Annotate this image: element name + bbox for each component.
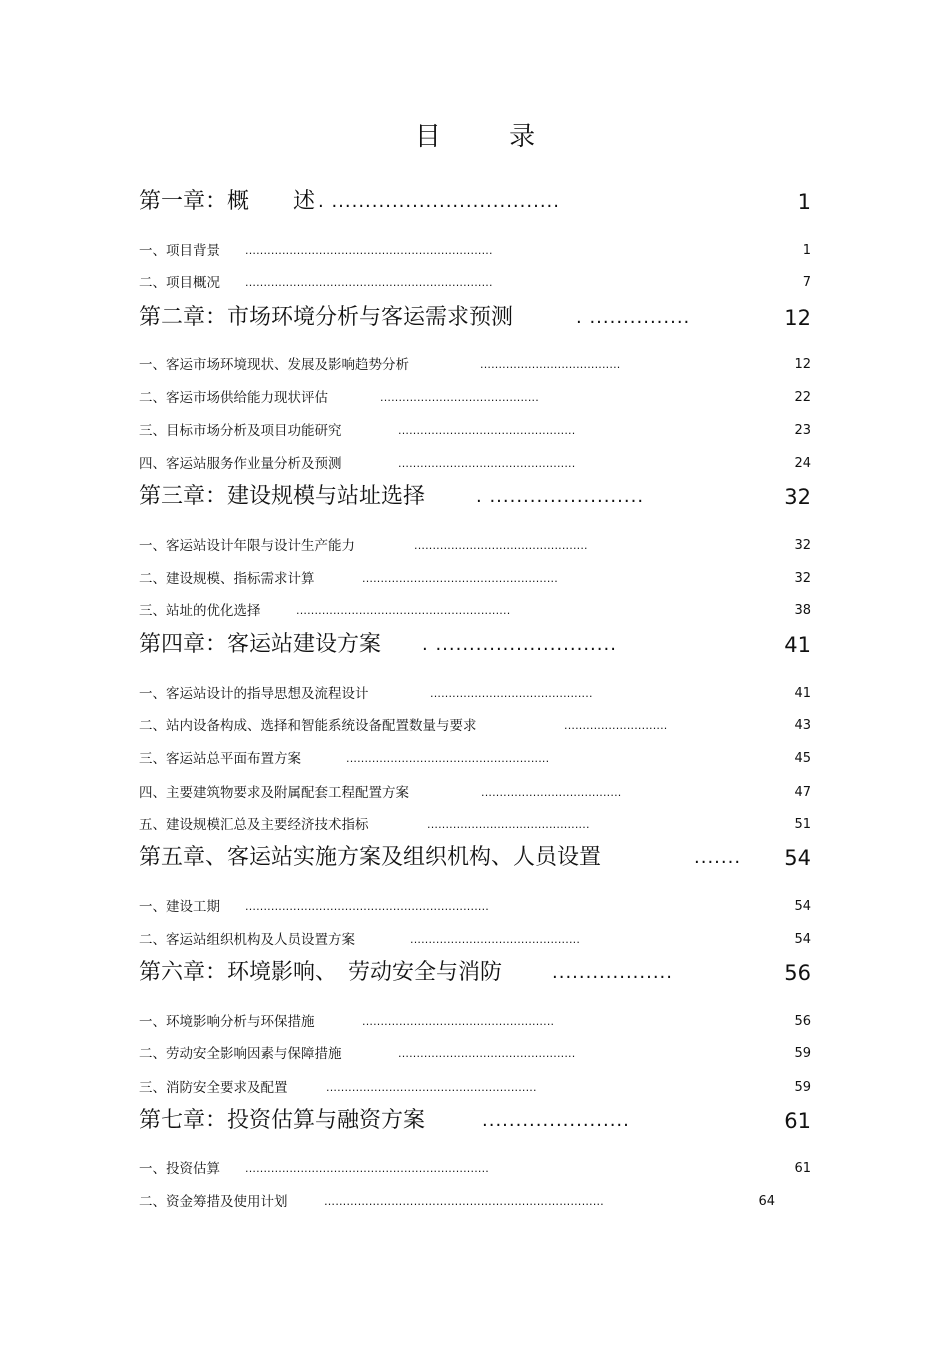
toc-entry-title: 第二章：市场环境分析与客运需求预测 [139, 305, 514, 330]
toc-page-number: 1 [797, 190, 811, 214]
toc-dot-leader: ....................................................... [346, 752, 550, 765]
toc-dot-leader: .................................................................. [245, 1162, 489, 1175]
toc-entry-title: 第五章、客运站实施方案及组织机构、人员设置 [139, 845, 602, 870]
toc-page-number: 61 [794, 1161, 811, 1176]
toc-entry-title: 第七章：投资估算与融资方案 [139, 1108, 426, 1133]
toc-section-entry[interactable] [0, 235, 950, 265]
toc-section-entry[interactable] [0, 448, 950, 478]
toc-entry-title: 四、主要建筑物要求及附属配套工程配置方案 [139, 785, 409, 801]
toc-page-number: 51 [794, 817, 811, 832]
toc-entry-title: 三、客运站总平面布置方案 [139, 751, 301, 767]
toc-page-number: 41 [794, 686, 811, 701]
toc-dot-leader: . ........................... [422, 634, 617, 655]
toc-entry-title: 三、目标市场分析及项目功能研究 [139, 423, 342, 439]
toc-dot-leader: .......................................................... [296, 604, 511, 617]
toc-section-entry[interactable] [0, 382, 950, 412]
toc-page-number: 38 [794, 603, 811, 618]
toc-dot-leader: ...................... [482, 1110, 630, 1131]
toc-dot-leader: ...................................... [481, 786, 622, 799]
toc-entry-title: 第六章：环境影响、 劳动安全与消防 [139, 960, 503, 985]
toc-page-number: 32 [784, 485, 811, 509]
toc-section-entry[interactable] [0, 1153, 950, 1183]
toc-entry-title: 二、客运市场供给能力现状评估 [139, 390, 328, 406]
toc-section-entry[interactable] [0, 563, 950, 593]
toc-title: 目 录 [414, 122, 566, 152]
toc-section-entry[interactable] [0, 710, 950, 740]
toc-chapter-entry[interactable] [0, 958, 950, 988]
toc-entry-title: 二、项目概况 [139, 275, 220, 291]
toc-chapter-entry[interactable] [0, 843, 950, 873]
toc-section-entry[interactable] [0, 1006, 950, 1036]
toc-entry-title: 二、资金筹措及使用计划 [139, 1194, 288, 1210]
toc-entry-title: 三、站址的优化选择 [139, 603, 261, 619]
toc-chapter-entry[interactable] [0, 187, 950, 217]
toc-dot-leader: ...................................... [480, 358, 621, 371]
toc-dot-leader: ................................................ [398, 424, 576, 437]
toc-section-entry[interactable] [0, 809, 950, 839]
toc-section-entry[interactable] [0, 1186, 950, 1216]
toc-page-number: 1 [802, 243, 811, 258]
toc-section-entry[interactable] [0, 530, 950, 560]
toc-page-number: 59 [794, 1046, 811, 1061]
toc-dot-leader: ......................................................... [326, 1081, 537, 1094]
toc-section-entry[interactable] [0, 777, 950, 807]
toc-section-entry[interactable] [0, 924, 950, 954]
toc-entry-title: 二、建设规模、指标需求计算 [139, 571, 315, 587]
toc-page-number: 7 [802, 275, 811, 290]
toc-entry-title: 二、劳动安全影响因素与保障措施 [139, 1046, 342, 1062]
toc-section-entry[interactable] [0, 415, 950, 445]
toc-page-number: 45 [794, 751, 811, 766]
toc-dot-leader: ............................................ [427, 818, 590, 831]
toc-dot-leader: .................................................................. [245, 900, 489, 913]
toc-section-entry[interactable] [0, 1038, 950, 1068]
toc-entry-title: 一、环境影响分析与环保措施 [139, 1014, 315, 1030]
toc-entry-title: 一、投资估算 [139, 1161, 220, 1177]
toc-entry-title: 一、建设工期 [139, 899, 220, 915]
toc-entry-title: 一、客运站设计的指导思想及流程设计 [139, 686, 369, 702]
toc-section-entry[interactable] [0, 743, 950, 773]
toc-page-number: 54 [784, 846, 811, 870]
toc-dot-leader: . ....................... [476, 486, 645, 507]
toc-entry-title: 第三章：建设规模与站址选择 [139, 484, 426, 509]
toc-section-entry[interactable] [0, 595, 950, 625]
toc-dot-leader: ..................................................... [362, 572, 558, 585]
toc-chapter-entry[interactable] [0, 1106, 950, 1136]
toc-dot-leader: ................................................................... [245, 276, 493, 289]
toc-dot-leader: . ............... [576, 307, 691, 328]
toc-dot-leader: .................. [552, 962, 673, 983]
toc-dot-leader: .............................................. [410, 933, 581, 946]
toc-page-number: 32 [794, 571, 811, 586]
toc-entry-title: 第一章：概 述 [139, 189, 316, 214]
toc-section-entry[interactable] [0, 891, 950, 921]
toc-section-entry[interactable] [0, 349, 950, 379]
toc-page-number: 61 [784, 1109, 811, 1133]
toc-page-number: 47 [794, 785, 811, 800]
toc-page-number: 54 [794, 932, 811, 947]
toc-entry-title: 五、建设规模汇总及主要经济技术指标 [139, 817, 369, 833]
toc-chapter-entry[interactable] [0, 630, 950, 660]
toc-page-number: 24 [794, 456, 811, 471]
toc-dot-leader: ................................................ [398, 457, 576, 470]
toc-dot-leader: ............................................ [430, 687, 593, 700]
toc-section-entry[interactable] [0, 1072, 950, 1102]
toc-entry-title: 一、客运站设计年限与设计生产能力 [139, 538, 355, 554]
toc-entry-title: 二、站内设备构成、选择和智能系统设备配置数量与要求 [139, 718, 477, 734]
toc-entry-title: 一、项目背景 [139, 243, 220, 259]
toc-page-number: 64 [758, 1194, 775, 1209]
toc-dot-leader: ........................................... [380, 391, 539, 404]
toc-section-entry[interactable] [0, 267, 950, 297]
toc-page-number: 12 [784, 306, 811, 330]
toc-page-number: 43 [794, 718, 811, 733]
toc-page-number: 12 [794, 357, 811, 372]
toc-chapter-entry[interactable] [0, 303, 950, 333]
toc-page-number: 32 [794, 538, 811, 553]
toc-page-number: 56 [794, 1014, 811, 1029]
toc-dot-leader: ....... [694, 847, 742, 868]
toc-page-number: 23 [794, 423, 811, 438]
toc-entry-title: 一、客运市场环境现状、发展及影响趋势分析 [139, 357, 409, 373]
toc-entry-title: 二、客运站组织机构及人员设置方案 [139, 932, 355, 948]
toc-page-number: 54 [794, 899, 811, 914]
toc-dot-leader: ................................................................... [245, 244, 493, 257]
toc-chapter-entry[interactable] [0, 482, 950, 512]
toc-dot-leader: ................................................ [398, 1047, 576, 1060]
toc-page-number: 59 [794, 1080, 811, 1095]
toc-entry-title: 四、客运站服务作业量分析及预测 [139, 456, 342, 472]
toc-entry-title: 三、消防安全要求及配置 [139, 1080, 288, 1096]
toc-dot-leader: .................................................... [362, 1015, 555, 1028]
toc-dot-leader: ............................................... [414, 539, 588, 552]
toc-dot-leader: ............................ [564, 719, 668, 732]
toc-section-entry[interactable] [0, 678, 950, 708]
toc-dot-leader: . .................................. [318, 191, 560, 212]
toc-entry-title: 第四章：客运站建设方案 [139, 632, 382, 657]
toc-page-number: 56 [784, 961, 811, 985]
toc-page-number: 41 [784, 633, 811, 657]
toc-dot-leader: ………………………………………………………………… [324, 1195, 604, 1208]
toc-page-number: 22 [794, 390, 811, 405]
